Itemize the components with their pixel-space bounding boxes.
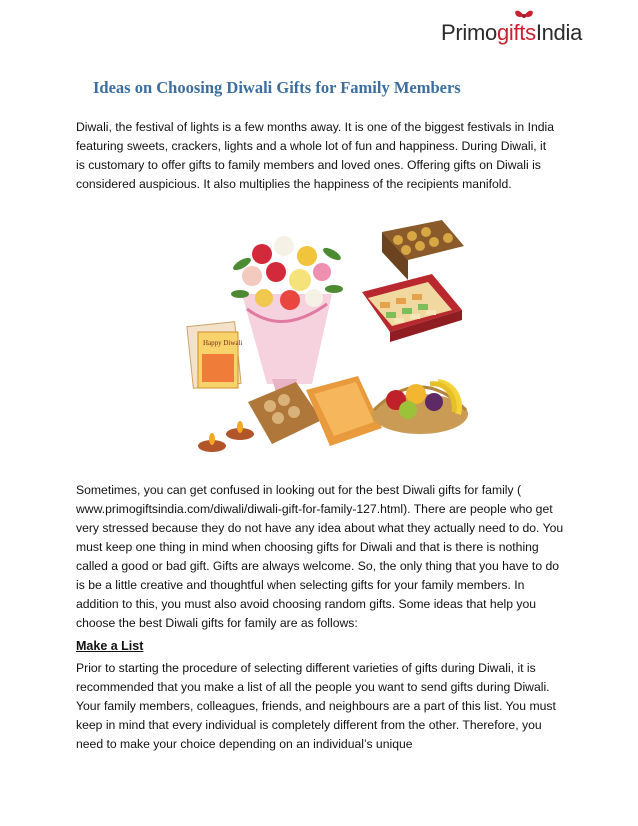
body-paragraph: Sometimes, you can get confused in looking out for the best Diwali gifts for family ( www.primogiftsindia.com/diwali/diwali-gift-for-family-127.html). There are people who get very stressed because they do not have any idea about what they actually need to do. You must keep one thing in mind when choosing gifts for Diwali and that is there is nothing called a good or bad gift. Gifts are always welcome. So, the only thing that you have to do is be a little creative and thoughtful when selecting gifts for your family members. In addition to this, you must also avoid choosing random gifts. Some ideas that help you choose the best Diwali gifts for family are as follows: xyxy=(76,483,564,630)
diwali-gifts-photo xyxy=(172,214,472,454)
greeting-card xyxy=(187,322,243,389)
intro-paragraph: Diwali, the festival of lights is a few months away. It is one of the biggest festivals in India featuring sweets, crackers, lights and a whole lot of fun and happiness. During Diwali, it is customary to offer gifts to family members and loved ones. Offering gifts on Diwali is considered auspicious. It also multiplies the happiness of the recipients manifold. xyxy=(76,120,555,191)
section-paragraph: Prior to starting the procedure of selecting different varieties of gifts during Diwali, it is recommended that you make a list of all the people you want to send gifts during Diwali. Your family members, colleagues, friends, and neighbours are a part of this list. You must keep in mind that every individual is completely different from the other. Therefore, you need to make your choice depending on an individual’s unique xyxy=(76,661,556,751)
logo-gifts: gifts xyxy=(496,20,536,45)
logo-wordmark xyxy=(441,20,582,46)
section-heading: Make a List xyxy=(76,639,144,653)
brand-logo xyxy=(441,8,621,48)
fruit-basket xyxy=(372,382,468,434)
chocolate-box xyxy=(382,220,464,280)
logo-india: India xyxy=(535,20,583,45)
card-text: Happy Diwali xyxy=(203,339,243,347)
sweets-box xyxy=(362,274,462,342)
diya-lamps xyxy=(198,421,254,452)
logo-primo: Primo xyxy=(441,20,497,45)
gift-box xyxy=(306,376,382,446)
article-title: Ideas on Choosing Diwali Gifts for Family Members xyxy=(93,78,461,97)
